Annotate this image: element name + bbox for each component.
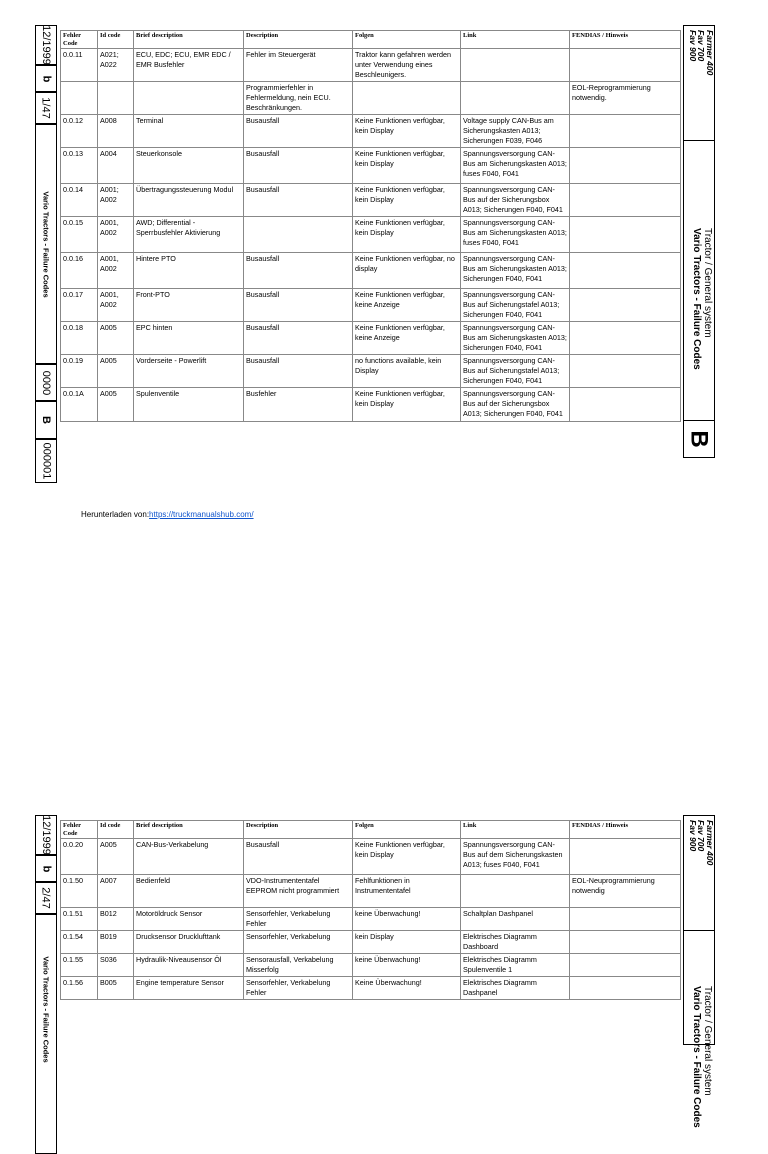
cell-folgen: Keine Überwachung! <box>353 977 461 1000</box>
cell-fendias: EOL-Neuprogrammierung notwendig <box>570 875 681 908</box>
cell-fendias <box>570 388 681 422</box>
cell-code: 0.0.12 <box>61 115 98 148</box>
table-row <box>61 388 681 422</box>
header-brief: Brief description <box>134 31 244 49</box>
cell-link: Spannungsversorgung CAN-Bus am Sicherungskasten A013; fuses F040, F041 <box>461 217 570 253</box>
table-row <box>61 954 681 977</box>
date-cell-2 <box>35 815 57 855</box>
cell-id: A001, A002 <box>98 217 134 253</box>
cell-fendias <box>570 49 681 82</box>
cell-link: Elektrisches Diagramm Dashboard <box>461 931 570 954</box>
header-folgen-2: Folgen <box>353 821 461 839</box>
cell-folgen <box>353 82 461 115</box>
cell-brief: EPC hinten <box>134 322 244 355</box>
cell-id: A021; A022 <box>98 49 134 82</box>
cell-link: Spannungsversorgung CAN-Bus auf der Sicherungsbox A013; Sicherungen F040, F041 <box>461 184 570 217</box>
cell-brief: Vorderseite - Powerlift <box>134 355 244 388</box>
version-cell <box>35 65 57 92</box>
cell-link: Spannungsversorgung CAN-Bus auf Sicherungstafel A013; Sicherungen F040, F041 <box>461 355 570 388</box>
vertical-title-cell <box>35 124 57 364</box>
cell-folgen: Keine Funktionen verfügbar, no display <box>353 253 461 289</box>
cell-link: Elektrisches Diagramm Dashpanel <box>461 977 570 1000</box>
header-folgen: Folgen <box>353 31 461 49</box>
cell-link: Elektrisches Diagramm Spulenventile 1 <box>461 954 570 977</box>
cell-code: 0.0.19 <box>61 355 98 388</box>
cell-fendias <box>570 977 681 1000</box>
table-row <box>61 148 681 184</box>
model-list-2 <box>689 820 715 865</box>
cell-link: Voltage supply CAN-Bus am Sicherungskasten A013; Sicherungen F039, F046 <box>461 115 570 148</box>
cell-folgen: Keine Funktionen verfügbar, kein Display <box>353 217 461 253</box>
model-fav-700-2: Fav 700 <box>696 820 707 852</box>
version-value-2: b <box>39 865 52 872</box>
chapter-cell <box>35 364 57 401</box>
cell-link <box>461 875 570 908</box>
cell-desc: Sensorausfall, Verkabelung Misserfolg <box>244 954 353 977</box>
cell-code: 0.0.14 <box>61 184 98 217</box>
cell-folgen: keine Überwachung! <box>353 908 461 931</box>
page1-rows <box>61 49 681 422</box>
cell-id <box>98 82 134 115</box>
cell-id: A005 <box>98 355 134 388</box>
cell-id: B005 <box>98 977 134 1000</box>
model-fav-700: Fav 700 <box>696 30 707 62</box>
table-row <box>61 289 681 322</box>
system-box-2 <box>684 930 714 1128</box>
cell-id: A001, A002 <box>98 253 134 289</box>
status-value: B <box>39 416 52 424</box>
doc-no-cell <box>35 439 57 483</box>
cell-link: Spannungsversorgung CAN-Bus am Sicherungskasten A013; fuses F040, F041 <box>461 148 570 184</box>
model-fav-900-2: Fav 900 <box>688 820 698 852</box>
cell-desc: Sensorfehler, Verkabelung <box>244 931 353 954</box>
model-list <box>689 30 715 75</box>
table-row <box>61 839 681 875</box>
cell-code: 0.0.16 <box>61 253 98 289</box>
chapter-value: 0000 <box>40 370 53 395</box>
cell-brief: AWD; Differential - Sperrbusfehler Aktivierung <box>134 217 244 253</box>
vertical-title: Vario Tractors - Failure Codes <box>41 190 51 298</box>
cell-brief: Steuerkonsole <box>134 148 244 184</box>
cell-brief <box>134 82 244 115</box>
date-value: 12/1999 <box>40 25 53 65</box>
model-fav-900: Fav 900 <box>688 30 698 62</box>
cell-desc <box>244 217 353 253</box>
cell-brief: ECU, EDC; ECU, EMR EDC / EMR Busfehler <box>134 49 244 82</box>
cell-desc: Sensorfehler, Verkabelung Fehler <box>244 977 353 1000</box>
cell-folgen: Traktor kann gefahren werden unter Verwendung eines Beschleunigers. <box>353 49 461 82</box>
header-link: Link <box>461 31 570 49</box>
table-row <box>61 908 681 931</box>
vario-title-2: Vario Tractors - Failure Codes <box>691 986 702 1128</box>
table-row <box>61 49 681 82</box>
cell-id: A008 <box>98 115 134 148</box>
cell-desc: Busausfall <box>244 322 353 355</box>
table-row <box>61 322 681 355</box>
model-farmer-400: Farmer 400 <box>705 30 715 76</box>
table-row <box>61 115 681 148</box>
header-description: Description <box>244 31 353 49</box>
cell-id: B019 <box>98 931 134 954</box>
cell-folgen: Keine Funktionen verfügbar, kein Display <box>353 148 461 184</box>
cell-folgen: Keine Funktionen verfügbar, kein Display <box>353 388 461 422</box>
cell-id: A005 <box>98 839 134 875</box>
table-row <box>61 355 681 388</box>
cell-brief: Engine temperature Sensor <box>134 977 244 1000</box>
cell-desc: VDO-Instrumententafel EEPROM nicht programmiert <box>244 875 353 908</box>
cell-folgen: Keine Funktionen verfügbar, keine Anzeige <box>353 322 461 355</box>
cell-fendias <box>570 148 681 184</box>
cell-fendias <box>570 322 681 355</box>
cell-code: 0.1.56 <box>61 977 98 1000</box>
cell-code: 0.0.18 <box>61 322 98 355</box>
cell-desc: Busausfall <box>244 355 353 388</box>
cell-fendias <box>570 253 681 289</box>
cell-fendias <box>570 908 681 931</box>
cell-desc: Busausfall <box>244 839 353 875</box>
cell-id: A005 <box>98 388 134 422</box>
cell-brief: Drucksensor Drucklufttank <box>134 931 244 954</box>
right-title-strip-2 <box>683 815 715 1128</box>
cell-desc: Busfehler <box>244 388 353 422</box>
manual-page-1 <box>0 0 768 519</box>
status-cell <box>35 401 57 439</box>
cell-brief: Bedienfeld <box>134 875 244 908</box>
table-row <box>61 931 681 954</box>
system-title-block <box>691 228 713 370</box>
table-row <box>61 217 681 253</box>
footer-label: Herunterladen von: <box>81 510 150 519</box>
cell-link: Spannungsversorgung CAN-Bus auf Sicherungstafel A013; Sicherungen F040, F041 <box>461 289 570 322</box>
cell-fendias <box>570 217 681 253</box>
cell-fendias <box>570 289 681 322</box>
cell-fendias <box>570 184 681 217</box>
page-value: 1/47 <box>40 97 53 119</box>
cell-link: Schaltplan Dashpanel <box>461 908 570 931</box>
cell-brief: Front-PTO <box>134 289 244 322</box>
cell-fendias <box>570 954 681 977</box>
table-header-row <box>61 31 681 49</box>
version-cell-2 <box>35 855 57 882</box>
table-row <box>61 184 681 217</box>
cell-desc: Busausfall <box>244 289 353 322</box>
header-fendias-2: FENDIAS / Hinweis <box>570 821 681 839</box>
header-fendias: FENDIAS / Hinweis <box>570 31 681 49</box>
table-row <box>61 253 681 289</box>
version-value: b <box>39 75 52 82</box>
cell-desc: Busausfall <box>244 253 353 289</box>
cell-id: A001, A002 <box>98 289 134 322</box>
cell-link: Spannungsversorgung CAN-Bus am Sicherungskasten A013; Sicherungen F040, F041 <box>461 253 570 289</box>
section-box <box>684 420 714 457</box>
header-brief-2: Brief description <box>134 821 244 839</box>
cell-code: 0.0.13 <box>61 148 98 184</box>
manual-page-2 <box>0 810 768 1128</box>
vario-title: Vario Tractors - Failure Codes <box>691 228 702 370</box>
header-link-2: Link <box>461 821 570 839</box>
download-footer <box>81 510 254 519</box>
header-code: Fehler Code <box>61 31 98 49</box>
cell-desc: Fehler im Steuergerät <box>244 49 353 82</box>
cell-code: 0.0.11 <box>61 49 98 82</box>
cell-fendias <box>570 839 681 875</box>
cell-folgen: no functions available, kein Display <box>353 355 461 388</box>
cell-folgen: Keine Funktionen verfügbar, keine Anzeige <box>353 289 461 322</box>
failure-code-table-1 <box>60 30 681 422</box>
cell-id: S036 <box>98 954 134 977</box>
header-id-2: Id code <box>98 821 134 839</box>
table-row <box>61 875 681 908</box>
table-row <box>61 82 681 115</box>
footer-link[interactable]: https://truckmanualshub.com/ <box>149 510 254 519</box>
cell-code: 0.0.17 <box>61 289 98 322</box>
cell-desc: Busausfall <box>244 115 353 148</box>
cell-link: Spannungsversorgung CAN-Bus am Sicherungskasten A013; Sicherungen F040, F041 <box>461 322 570 355</box>
cell-id: A007 <box>98 875 134 908</box>
header-code-2: Fehler Code <box>61 821 98 839</box>
cell-desc: Busausfall <box>244 148 353 184</box>
cell-link <box>461 49 570 82</box>
doc-no-value: 000001 <box>40 442 52 480</box>
cell-desc: Sensorfehler, Verkabelung Fehler <box>244 908 353 931</box>
vertical-title-2: Vario Tractors - Failure Codes <box>41 956 51 1063</box>
system-name: Tractor / General system <box>702 228 713 338</box>
cell-folgen: Keine Funktionen verfügbar, kein Display <box>353 839 461 875</box>
cell-fendias <box>570 355 681 388</box>
cell-folgen: kein Display <box>353 931 461 954</box>
cell-code: 0.1.54 <box>61 931 98 954</box>
cell-desc: Busausfall <box>244 184 353 217</box>
cell-fendias <box>570 931 681 954</box>
cell-code: 0.1.55 <box>61 954 98 977</box>
page-cell <box>35 92 57 124</box>
system-name-2: Tractor / General system <box>702 986 713 1096</box>
header-description-2: Description <box>244 821 353 839</box>
page-value-2: 2/47 <box>40 887 53 909</box>
cell-id: A004 <box>98 148 134 184</box>
cell-fendias <box>570 115 681 148</box>
vertical-title-cell-2 <box>35 914 57 1154</box>
cell-id: A001; A002 <box>98 184 134 217</box>
cell-folgen: keine Überwachung! <box>353 954 461 977</box>
section-letter: B <box>686 429 713 448</box>
cell-brief: CAN-Bus-Verkabelung <box>134 839 244 875</box>
cell-desc: Programmierfehler in Fehlermeldung, nein ECU. Beschränkungen. <box>244 82 353 115</box>
cell-brief: Hintere PTO <box>134 253 244 289</box>
model-box-2 <box>684 816 714 931</box>
cell-link: Spannungsversorgung CAN-Bus auf dem Sicherungskasten A013; fuses F040, F041 <box>461 839 570 875</box>
right-title-strip <box>683 25 715 458</box>
date-cell <box>35 25 57 65</box>
page2-rows <box>61 839 681 1000</box>
cell-folgen: Keine Funktionen verfügbar, kein Display <box>353 115 461 148</box>
cell-brief: Hydraulik-Niveausensor Öl <box>134 954 244 977</box>
cell-brief: Spulenventile <box>134 388 244 422</box>
cell-id: B012 <box>98 908 134 931</box>
cell-folgen: Fehlfunktionen in Instrumententafel <box>353 875 461 908</box>
cell-brief: Terminal <box>134 115 244 148</box>
cell-link: Spannungsversorgung CAN-Bus auf der Sicherungsbox A013; Sicherungen F040, F041 <box>461 388 570 422</box>
model-farmer-400-2: Farmer 400 <box>705 820 715 866</box>
date-value-2: 12/1999 <box>40 815 53 855</box>
system-box <box>684 140 714 421</box>
header-id: Id code <box>98 31 134 49</box>
page-cell-2 <box>35 882 57 914</box>
model-box <box>684 26 714 141</box>
cell-code: 0.0.20 <box>61 839 98 875</box>
cell-code <box>61 82 98 115</box>
cell-code: 0.0.1A <box>61 388 98 422</box>
cell-code: 0.1.51 <box>61 908 98 931</box>
table-row <box>61 977 681 1000</box>
failure-code-table-2 <box>60 820 681 1000</box>
cell-code: 0.0.15 <box>61 217 98 253</box>
cell-link <box>461 82 570 115</box>
table-header-row-2 <box>61 821 681 839</box>
cell-code: 0.1.50 <box>61 875 98 908</box>
cell-id: A005 <box>98 322 134 355</box>
cell-folgen: Keine Funktionen verfügbar, kein Display <box>353 184 461 217</box>
cell-brief: Übertragungssteuerung Modul <box>134 184 244 217</box>
cell-fendias: EOL-Reprogrammierung notwendig. <box>570 82 681 115</box>
system-title-block-2 <box>691 986 713 1128</box>
cell-brief: Motoröldruck Sensor <box>134 908 244 931</box>
